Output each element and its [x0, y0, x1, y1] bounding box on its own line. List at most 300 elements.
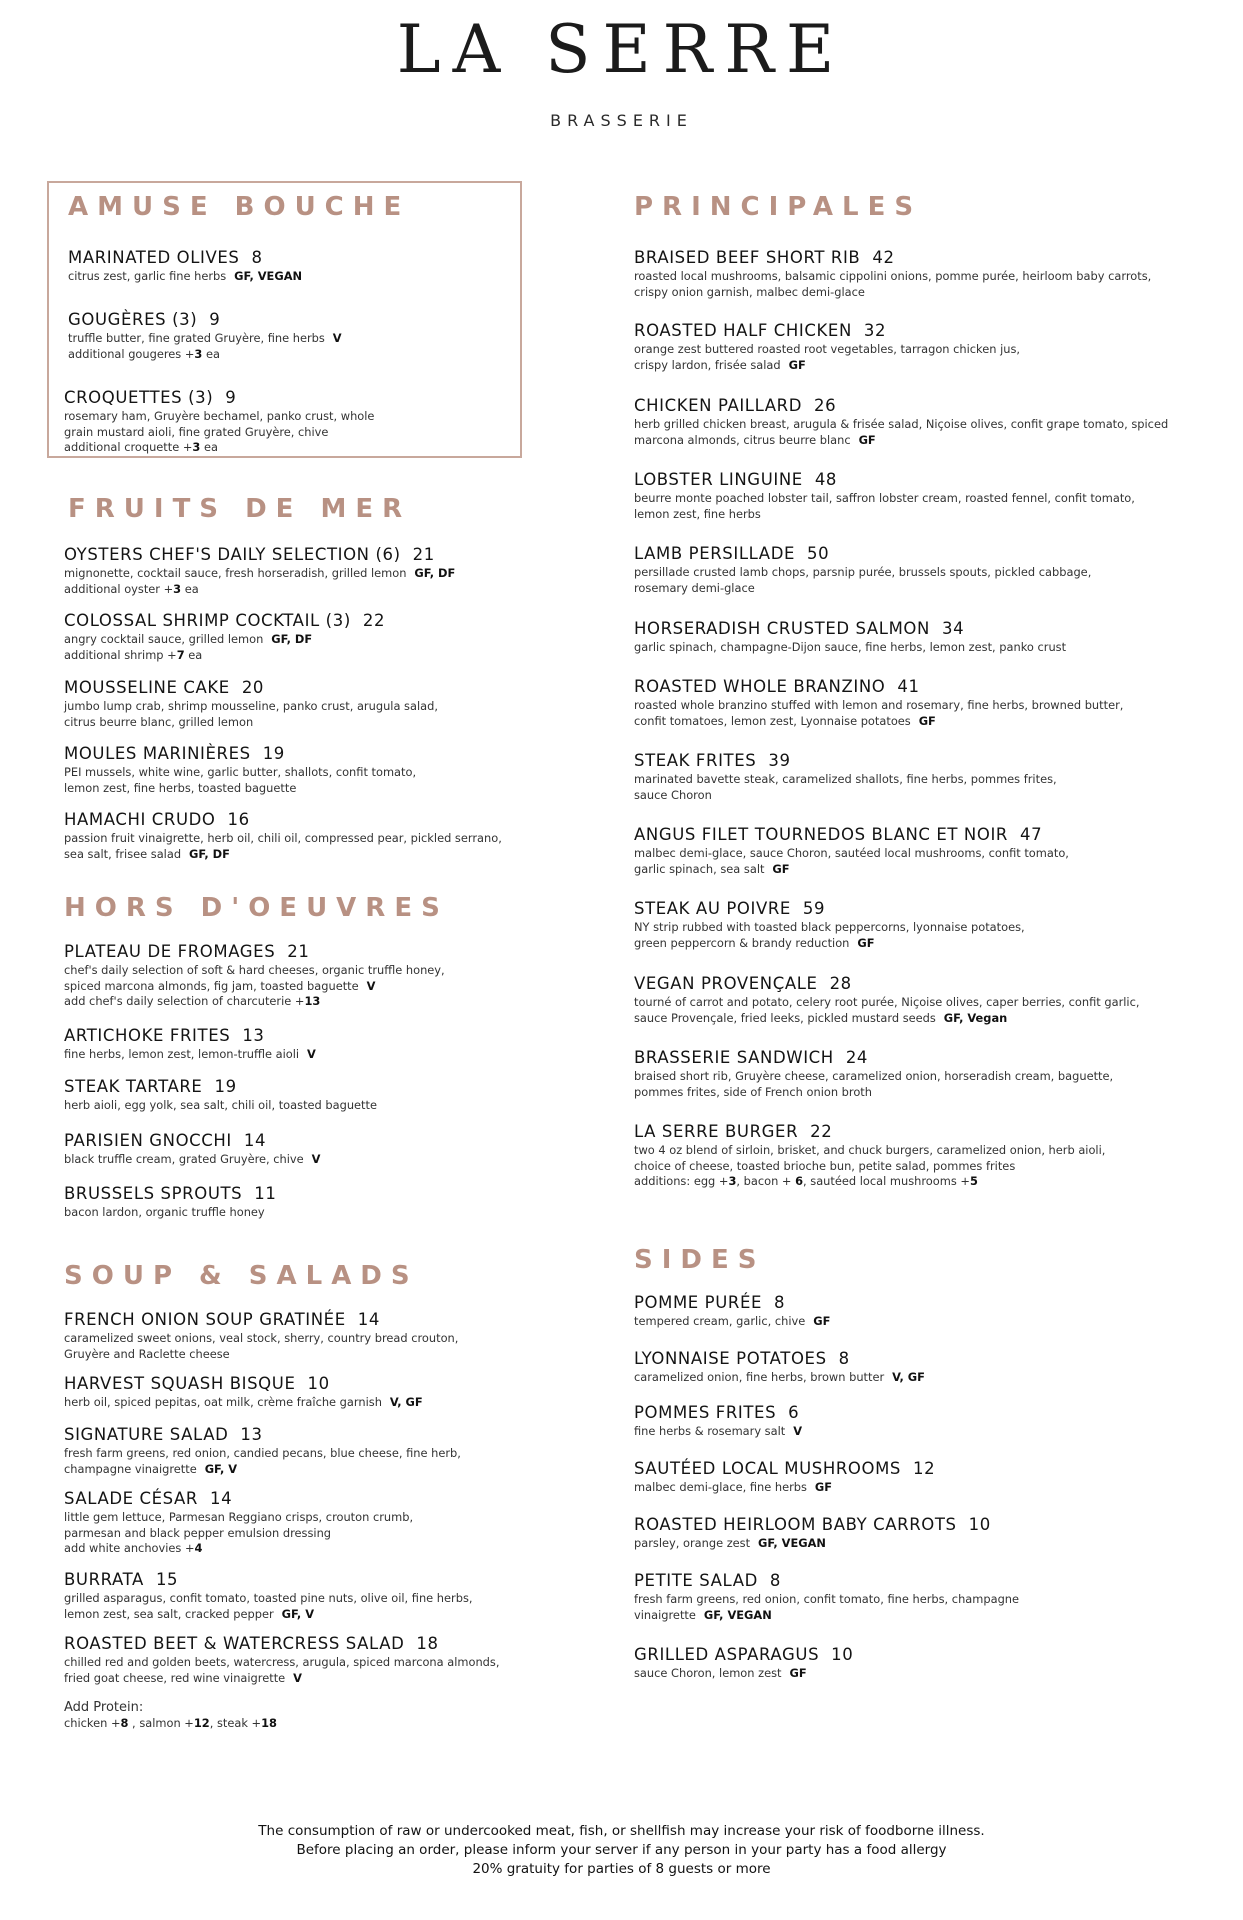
menu-item [64, 611, 624, 663]
menu-item-description-line: truffle butter, fine grated Gruyère, fine herbs V [68, 331, 342, 345]
brand-header [0, 11, 1243, 130]
add-protein-label: Add Protein: [64, 1700, 144, 1715]
extra-label: additional croquette + [64, 440, 193, 454]
menu-item-head [68, 310, 628, 330]
menu-item-description-line: champagne vinaigrette GF, V [64, 1461, 238, 1476]
menu-item-price: 10 [307, 1374, 330, 1393]
section-title-hors: HORS D'OEUVRES [64, 893, 449, 923]
menu-item-description-line: two 4 oz blend of sirloin, brisket, and chuck burgers, caramelized onion, herb aioli, [634, 1143, 1106, 1157]
protein-option-price: 8 [120, 1715, 129, 1730]
menu-item-description-line: lemon zest, sea salt, cracked pepper GF, V [64, 1606, 315, 1621]
protein-option-name: steak + [216, 1715, 262, 1730]
menu-item-description-line: jumbo lump crab, shrimp mousseline, panko crust, arugula salad, [64, 699, 438, 713]
menu-item-name: STEAK AU POIVRE [634, 899, 791, 918]
menu-item [64, 810, 624, 862]
menu-item-name: CHICKEN PAILLARD [634, 396, 803, 415]
menu-item-head [634, 1515, 1194, 1535]
menu-item-name: BURRATA [64, 1570, 144, 1589]
menu-item-head [64, 1570, 624, 1590]
menu-item-name: GRILLED ASPARAGUS [634, 1645, 820, 1664]
menu-item [634, 1515, 1194, 1552]
extra-label: additional oyster + [64, 581, 174, 596]
dietary-tag: GF [854, 432, 876, 447]
menu-item-description-line: orange zest buttered roasted root vegetables, tarragon chicken jus, [634, 342, 1021, 356]
menu-item-price: 39 [768, 751, 791, 770]
menu-item-extra [64, 440, 624, 456]
menu-item-description [634, 1069, 1194, 1100]
menu-item-name: PLATEAU DE FROMAGES [64, 942, 276, 961]
menu-item-description [634, 565, 1194, 596]
menu-item-price: 11 [254, 1184, 277, 1203]
menu-item-price: 18 [416, 1634, 439, 1653]
menu-item-description-line: sauce Choron, lemon zest GF [634, 1666, 807, 1680]
menu-item-name: SIGNATURE SALAD [64, 1425, 229, 1444]
menu-item-description-line: black truffle cream, grated Gruyère, chive V [64, 1152, 321, 1166]
menu-item-price: 47 [1020, 825, 1043, 844]
menu-item-description [634, 1536, 1194, 1552]
dietary-tag: GF, V [200, 1461, 238, 1476]
menu-item-description-line: herb oil, spiced pepitas, oat milk, crème fraîche garnish V, GF [64, 1395, 423, 1409]
menu-item [64, 744, 624, 796]
menu-item [634, 1122, 1194, 1190]
menu-item-description-line: fine herbs & rosemary salt V [634, 1424, 803, 1438]
menu-item-description [64, 1591, 624, 1622]
menu-item-description-line: persillade crusted lamb chops, parsnip purée, brussels spouts, pickled cabbage, [634, 565, 1092, 579]
dietary-tag: GF [784, 357, 806, 372]
section-title-soup: SOUP & SALADS [64, 1261, 419, 1291]
menu-item-name: BRUSSELS SPROUTS [64, 1184, 243, 1203]
extra-price: 13 [304, 994, 321, 1008]
dietary-tag: V, GF [888, 1370, 925, 1384]
menu-item-head [634, 974, 1194, 994]
menu-item-head [64, 744, 624, 764]
menu-item-description-line: marinated bavette steak, caramelized shallots, fine herbs, pommes frites, [634, 772, 1057, 786]
dietary-tag: GF, V [277, 1606, 315, 1621]
extra-label: add white anchovies + [64, 1541, 195, 1555]
menu-item [634, 1459, 1194, 1496]
dietary-tag: GF, VEGAN [754, 1536, 826, 1550]
menu-item-head [634, 1645, 1194, 1665]
menu-item [64, 1026, 624, 1063]
menu-item-head [64, 942, 624, 962]
menu-item-description-line: braised short rib, Gruyère cheese, caramelized onion, horseradish cream, baguette, [634, 1069, 1114, 1083]
menu-item-description [64, 963, 624, 1010]
menu-item-price: 20 [241, 678, 265, 697]
menu-item-name: STEAK FRITES [634, 751, 757, 770]
menu-item-description [634, 342, 1194, 373]
footer-line: The consumption of raw or undercooked meat, fish, or shellfish may increase your risk of foodborne illness. [258, 1823, 985, 1839]
menu-item-description-line: grain mustard aioli, fine grated Gruyère, chive [64, 424, 329, 439]
menu-item-name: STEAK TARTARE [64, 1077, 203, 1096]
menu-item-description [64, 1510, 624, 1557]
menu-item-head [64, 1026, 624, 1046]
protein-option-name: salmon + [139, 1715, 194, 1730]
menu-item-head [68, 248, 628, 268]
menu-item-price: 28 [829, 974, 852, 993]
footer-line: Before placing an order, please inform your server if any person in your party has a food allergy [296, 1842, 947, 1858]
menu-item-name: LA SERRE BURGER [634, 1122, 799, 1141]
menu-item-description-line: herb grilled chicken breast, arugula & frisée salad, Niçoise olives, confit grape tomato, spiced [634, 417, 1169, 431]
menu-item-head [634, 825, 1194, 845]
menu-item-price: 22 [810, 1122, 833, 1141]
menu-item-description-line: tourné of carrot and potato, celery root purée, Niçoise olives, caper berries, confit garlic, [634, 995, 1140, 1009]
menu-item-price: 59 [802, 899, 826, 918]
menu-item-head [634, 544, 1194, 564]
footer-line: 20% gratuity for parties of 8 guests or more [472, 1861, 771, 1877]
menu-item-price: 14 [357, 1310, 380, 1329]
extra-suffix: ea [184, 647, 203, 662]
menu-item-name: LOBSTER LINGUINE [634, 470, 803, 489]
dietary-tag: GF, Vegan [939, 1010, 1008, 1025]
menu-item [634, 751, 1194, 803]
menu-item-head [64, 1374, 624, 1394]
menu-item-price: 8 [251, 248, 263, 267]
dietary-tag: GF, VEGAN [699, 1607, 772, 1622]
menu-item-description-line: little gem lettuce, Parmesan Reggiano crisps, crouton crumb, [64, 1510, 414, 1524]
menu-item [64, 545, 624, 597]
menu-item [64, 1425, 624, 1477]
dietary-tag: GF, DF [267, 632, 313, 646]
menu-item [634, 1293, 1194, 1330]
menu-item-description [64, 409, 624, 456]
menu-item-head [634, 321, 1194, 341]
menu-item-description-line: parmesan and black pepper emulsion dressing [64, 1525, 332, 1540]
menu-item-price: 14 [243, 1131, 267, 1150]
extra-suffix: ea [200, 440, 218, 454]
menu-item [64, 1634, 624, 1686]
menu-item-description-line: angry cocktail sauce, grilled lemon GF, DF [64, 632, 313, 646]
menu-item-name: HAMACHI CRUDO [64, 810, 216, 829]
menu-item [634, 899, 1194, 951]
menu-item-description-line: confit tomatoes, lemon zest, Lyonnaise potatoes GF [634, 713, 936, 728]
menu-item-description-line: crispy onion garnish, malbec demi-glace [634, 284, 865, 299]
menu-item-head [634, 1048, 1194, 1068]
menu-item-description-line: roasted local mushrooms, balsamic cippolini onions, pomme purée, heirloom baby carrots, [634, 269, 1152, 283]
menu-item [634, 1645, 1194, 1682]
menu-item-name: COLOSSAL SHRIMP COCKTAIL (3) [64, 611, 351, 630]
menu-item-description [64, 831, 624, 862]
menu-item-head [634, 1459, 1194, 1479]
menu-item-description [634, 1314, 1194, 1330]
menu-item-description-line: tempered cream, garlic, chive GF [634, 1314, 831, 1328]
menu-item-price: 13 [240, 1425, 263, 1444]
menu-item-additions [634, 1174, 1194, 1190]
extra-label: add chef's daily selection of charcuterie + [64, 994, 305, 1008]
menu-item [64, 388, 624, 456]
menu-item-name: MOUSSELINE CAKE [64, 678, 230, 697]
menu-item-name: ANGUS FILET TOURNEDOS BLANC ET NOIR [634, 825, 1008, 844]
menu-item-name: PETITE SALAD [634, 1571, 758, 1590]
menu-item-name: BRASSERIE SANDWICH [634, 1048, 834, 1067]
extra-price: 4 [194, 1541, 203, 1555]
menu-item-name: ROASTED HALF CHICKEN [634, 321, 852, 340]
menu-item-head [64, 678, 624, 698]
protein-option-price: 18 [261, 1715, 277, 1730]
menu-item-description-line: garlic spinach, champagne-Dijon sauce, fine herbs, lemon zest, panko crust [634, 640, 1067, 654]
extra-label: additional shrimp + [64, 647, 177, 662]
addition-price: 5 [969, 1174, 978, 1188]
menu-item-description-line: crispy lardon, frisée salad GF [634, 357, 806, 372]
menu-item-description-line: beurre monte poached lobster tail, saffron lobster cream, roasted fennel, confit tomato, [634, 491, 1135, 505]
protein-option-sep: , [209, 1715, 217, 1730]
menu-item-name: ROASTED BEET & WATERCRESS SALAD [64, 1634, 405, 1653]
menu-item-name: SAUTÉED LOCAL MUSHROOMS [634, 1459, 902, 1478]
menu-item-description-line: fresh farm greens, red onion, candied pecans, blue cheese, fine herb, [64, 1446, 461, 1460]
menu-item-description [634, 491, 1194, 522]
menu-item-description-line: fresh farm greens, red onion, confit tomato, fine herbs, champagne [634, 1592, 1020, 1606]
menu-item-name: CROQUETTES (3) [64, 388, 214, 407]
dietary-tag: GF [809, 1314, 831, 1328]
menu-item-name: HORSERADISH CRUSTED SALMON [634, 619, 930, 638]
menu-item-price: 14 [209, 1489, 233, 1508]
menu-item [634, 974, 1194, 1026]
menu-item-head [634, 1403, 1194, 1423]
menu-item-extra [64, 582, 624, 598]
menu-item-head [634, 396, 1194, 416]
dietary-tag: V [789, 1424, 803, 1438]
menu-item-price: 10 [831, 1645, 854, 1664]
menu-item-description [64, 566, 624, 597]
menu-item [634, 544, 1194, 596]
section-title-principales: PRINCIPALES [634, 192, 923, 222]
menu-item-description [64, 699, 624, 730]
menu-item-name: ROASTED WHOLE BRANZINO [634, 677, 886, 696]
menu-item [634, 825, 1194, 877]
menu-item-description [64, 1655, 624, 1686]
menu-item-head [64, 1634, 624, 1654]
menu-item-description [64, 1205, 624, 1221]
menu-item-price: 41 [897, 677, 920, 696]
menu-item-price: 8 [838, 1349, 850, 1368]
menu-item-head [64, 1131, 624, 1151]
menu-item-name: MARINATED OLIVES [68, 248, 240, 267]
section-title-sides: SIDES [634, 1245, 766, 1275]
menu-item-description-line: spiced marcona almonds, fig jam, toasted baguette V [64, 978, 376, 993]
menu-item-description-line: sauce Provençale, fried leeks, pickled mustard seeds GF, Vegan [634, 1010, 1008, 1025]
extra-price: 3 [173, 581, 182, 596]
menu-item-price: 19 [262, 744, 285, 763]
menu-item-description-line: fine herbs, lemon zest, lemon-truffle aioli V [64, 1047, 316, 1061]
menu-item-description-line: garlic spinach, sea salt GF [634, 861, 790, 876]
menu-item-price: 8 [774, 1293, 786, 1312]
extra-price: 3 [194, 346, 203, 361]
menu-item-description [634, 995, 1194, 1026]
addition-price: 6 [795, 1174, 804, 1188]
menu-item-price: 21 [412, 545, 435, 564]
menu-item-name: PARISIEN GNOCCHI [64, 1131, 232, 1150]
menu-item [634, 1403, 1194, 1440]
menu-item-head [64, 810, 624, 830]
menu-item-head [64, 1310, 624, 1330]
menu-item-description [634, 698, 1194, 729]
menu-item [64, 1310, 624, 1362]
menu-item-price: 12 [913, 1459, 936, 1478]
extra-suffix: ea [181, 581, 199, 596]
menu-item-description-line: vinaigrette GF, VEGAN [634, 1607, 772, 1622]
menu-item-description [64, 632, 624, 663]
menu-item-description-line: lemon zest, fine herbs [634, 506, 761, 521]
menu-item-description-line: grilled asparagus, confit tomato, toasted pine nuts, olive oil, fine herbs, [64, 1591, 473, 1605]
menu-item-description [64, 1152, 624, 1168]
menu-item-description-line: malbec demi-glace, sauce Choron, sautéed local mushrooms, confit tomato, [634, 846, 1069, 860]
menu-item [68, 310, 628, 362]
menu-item-head [64, 1425, 624, 1445]
menu-item-price: 21 [287, 942, 310, 961]
menu-item-extra [68, 347, 628, 363]
menu-item-price: 42 [872, 248, 895, 267]
dietary-tag: GF [914, 713, 936, 728]
menu-item-description-line: bacon lardon, organic truffle honey [64, 1205, 265, 1219]
menu-item [634, 321, 1194, 373]
menu-item-description [634, 1592, 1194, 1623]
menu-item-name: LYONNAISE POTATOES [634, 1349, 827, 1368]
menu-item [64, 1570, 624, 1622]
menu-item [634, 1571, 1194, 1623]
menu-item-description-line: mignonette, cocktail sauce, fresh horseradish, grilled lemon GF, DF [64, 566, 456, 580]
protein-option-price: 12 [193, 1715, 210, 1730]
dietary-tag: GF [768, 861, 790, 876]
menu-item-description-line: passion fruit vinaigrette, herb oil, chili oil, compressed pear, pickled serrano, [64, 831, 502, 845]
menu-item-description [64, 1395, 624, 1411]
dietary-tag: GF, DF [185, 846, 230, 861]
menu-item-description [64, 1047, 624, 1063]
menu-item-price: 32 [863, 321, 887, 340]
menu-item-description-line: sea salt, frisee salad GF, DF [64, 846, 230, 861]
menu-item-description-line: fried goat cheese, red wine vinaigrette V [64, 1670, 302, 1685]
extra-suffix: ea [202, 346, 220, 361]
dietary-tag: GF [853, 935, 875, 950]
addition-label: additions: egg + [634, 1174, 729, 1188]
menu-item-name: ARTICHOKE FRITES [64, 1026, 231, 1045]
addition-price: 3 [728, 1174, 737, 1188]
menu-item-description [634, 417, 1194, 448]
menu-item-description [64, 1446, 624, 1477]
menu-item-price: 22 [362, 611, 386, 630]
menu-item [68, 248, 628, 285]
menu-item-name: GOUGÈRES (3) [68, 310, 198, 329]
menu-item-description-line: rosemary demi-glace [634, 580, 755, 595]
footer-notice [0, 1822, 1243, 1879]
menu-item-description-line: marcona almonds, citrus beurre blanc GF [634, 432, 876, 447]
protein-option-name: chicken + [64, 1715, 121, 1730]
menu-item-description [68, 269, 628, 285]
add-protein-options [64, 1716, 624, 1732]
menu-item-price: 48 [814, 470, 838, 489]
dietary-tag: GF, DF [410, 566, 456, 580]
menu-item-description-line: choice of cheese, toasted brioche bun, petite salad, pommes frites [634, 1158, 1016, 1173]
menu-item [64, 678, 624, 730]
dietary-tag: GF, VEGAN [230, 269, 303, 283]
section-title-fruits: FRUITS DE MER [68, 494, 412, 524]
addition-label: , sautéed local mushrooms + [803, 1174, 970, 1188]
dietary-tag: V [362, 978, 376, 993]
menu-item-name: FRENCH ONION SOUP GRATINÉE [64, 1310, 346, 1329]
menu-item-description [634, 269, 1194, 300]
menu-item [64, 1077, 624, 1114]
brand-subtitle: BRASSERIE [550, 110, 693, 130]
menu-item-head [634, 899, 1194, 919]
extra-price: 3 [192, 440, 201, 454]
menu-item-head [634, 248, 1194, 268]
menu-item-head [64, 388, 624, 408]
dietary-tag: GF [810, 1480, 833, 1494]
menu-item-description [634, 640, 1194, 656]
menu-item-description-line: chef's daily selection of soft & hard cheeses, organic truffle honey, [64, 963, 445, 977]
menu-item-description-line: parsley, orange zest GF, VEGAN [634, 1536, 826, 1550]
menu-item-description-line: herb aioli, egg yolk, sea salt, chili oil, toasted baguette [64, 1098, 377, 1112]
menu-item-price: 34 [941, 619, 965, 638]
menu-item-description-line: Gruyère and Raclette cheese [64, 1346, 230, 1361]
menu-item-description-line: green peppercorn & brandy reduction GF [634, 935, 875, 950]
menu-item-name: BRAISED BEEF SHORT RIB [634, 248, 861, 267]
menu-item-extra [64, 1541, 624, 1557]
addition-label: , bacon + [736, 1174, 796, 1188]
menu-item [634, 248, 1194, 300]
menu-item [64, 1184, 624, 1221]
menu-item-price: 16 [227, 810, 250, 829]
menu-item-name: VEGAN PROVENÇALE [634, 974, 818, 993]
menu-item-description [68, 331, 628, 362]
menu-item-description [634, 1143, 1194, 1190]
dietary-tag: V [289, 1670, 302, 1685]
menu-item-price: 15 [155, 1570, 179, 1589]
dietary-tag: V [328, 331, 342, 345]
menu-item-head [634, 1293, 1194, 1313]
menu-item-description-line: sauce Choron [634, 787, 712, 802]
menu-item [64, 1489, 624, 1557]
menu-item-name: OYSTERS CHEF'S DAILY SELECTION (6) [64, 545, 401, 564]
menu-item-extra [64, 994, 624, 1010]
menu-item-description [64, 1331, 624, 1362]
menu-item-description [64, 1098, 624, 1114]
menu-item-name: HARVEST SQUASH BISQUE [64, 1374, 296, 1393]
menu-item-head [64, 1184, 624, 1204]
menu-item [64, 1131, 624, 1168]
menu-item [64, 1374, 624, 1411]
menu-item-description [634, 920, 1194, 951]
menu-item [634, 1048, 1194, 1100]
menu-item-description-line: citrus zest, garlic fine herbs GF, VEGAN [68, 269, 303, 283]
menu-item-price: 19 [214, 1077, 237, 1096]
menu-item-description [634, 1370, 1194, 1386]
extra-price: 7 [176, 647, 185, 662]
menu-item-price: 9 [209, 310, 221, 329]
brand-title: LA SERRE [396, 11, 847, 88]
menu-item-description-line: malbec demi-glace, fine herbs GF [634, 1480, 833, 1494]
dietary-tag: V [303, 1047, 316, 1061]
menu-item [64, 942, 624, 1010]
section-title-amuse: AMUSE BOUCHE [68, 192, 411, 222]
menu-item-head [634, 677, 1194, 697]
menu-item-price: 9 [225, 388, 237, 407]
menu-item-head [634, 1571, 1194, 1591]
menu-item-price: 13 [242, 1026, 265, 1045]
menu-item-description-line: PEI mussels, white wine, garlic butter, shallots, confit tomato, [64, 765, 417, 779]
menu-item-description [634, 846, 1194, 877]
menu-item-name: LAMB PERSILLADE [634, 544, 796, 563]
menu-item-head [64, 1489, 624, 1509]
menu-item-description [634, 1666, 1194, 1682]
add-protein [64, 1700, 624, 1731]
menu-item-description-line: pommes frites, side of French onion broth [634, 1084, 872, 1099]
menu-item-name: ROASTED HEIRLOOM BABY CARROTS [634, 1515, 957, 1534]
menu-item [634, 470, 1194, 522]
menu-item-description-line: citrus beurre blanc, grilled lemon [64, 714, 254, 729]
menu-item-description [634, 772, 1194, 803]
menu-item [634, 619, 1194, 656]
menu-item-description-line: rosemary ham, Gruyère bechamel, panko crust, whole [64, 409, 375, 423]
menu-item-name: MOULES MARINIÈRES [64, 744, 251, 763]
